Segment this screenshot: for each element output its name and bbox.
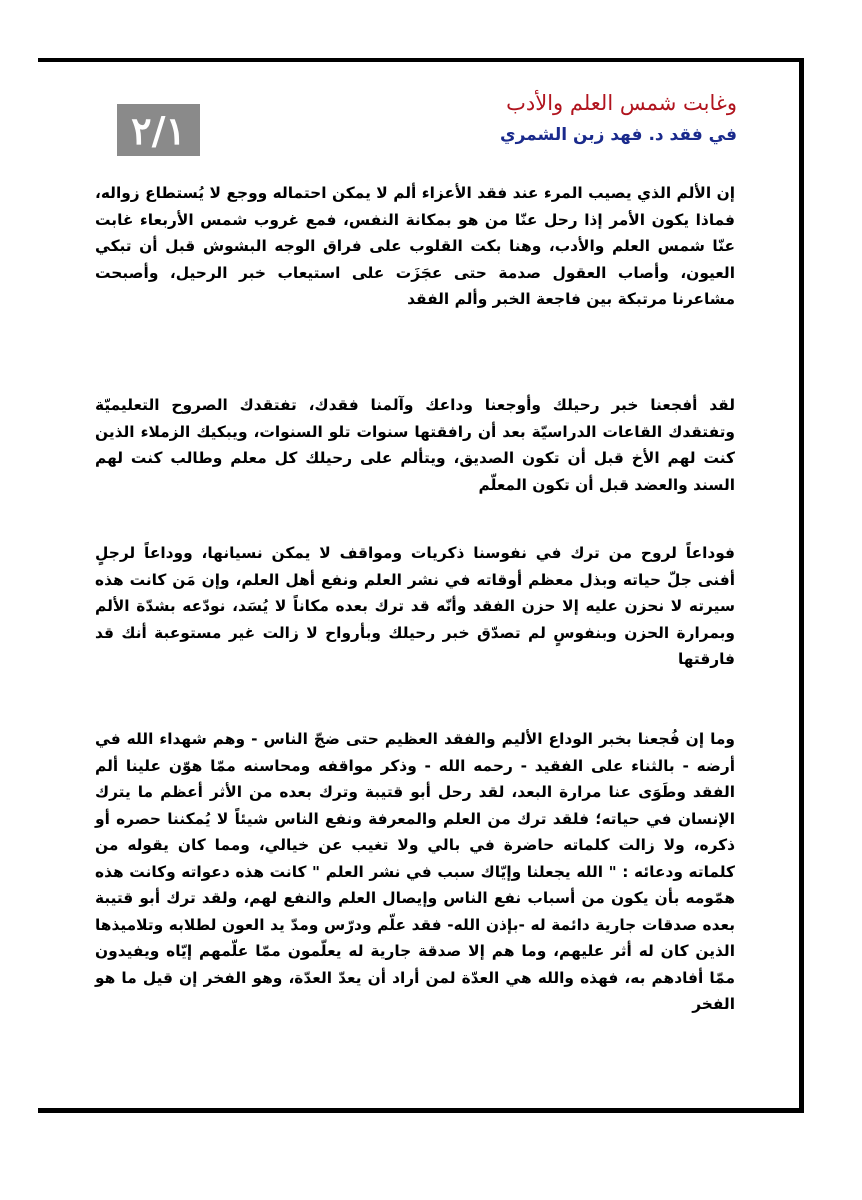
frame-border-right [799,58,804,1113]
page-number-badge: ٢/١ [117,104,200,156]
paragraph-4 [95,726,735,1018]
paragraph-text: إن الألم الذي يصيب المرء عند فقد الأعزاء ألم لا يمكن احتماله ووجع لا يُستطاع زواله، فماذا يكون الأمر إذا رحل عنّا من هو بمكانة النفس، فمع غروب شمس الأربعاء غابت عنّا شمس العلم والأدب، وهنا بكت القلوب على فراق الوجه البشوش قبل أن تبكي العيون، وأصاب العقول صدمة حتى عجَزَت على استيعاب خبر الرحيل، وأصبحت مشاعرنا مرتبكة بين فاجعة الخبر وألم الفقد [95,184,735,308]
paragraph-3 [95,540,735,673]
paragraph-1 [95,180,735,313]
article-title: وغابت شمس العلم والأدب [506,91,737,115]
frame-border-bottom [38,1108,804,1113]
paragraph-text: وما إن فُجعنا بخبر الوداع الأليم والفقد العظيم حتى ضجّ الناس - وهم شهداء الله في أرضه - بالثناء على الفقيد - رحمه الله - وذكر مواقفه ومحاسنه ممّا هوّن علينا ألم الفقد وطَوَى عنا مرارة البعد، لقد رحل أبو قتيبة وترك بعده من الأثر أعظم ما يترك الإنسان في حياته؛ فلقد ترك من العلم والمعرفة ونفع الناس شيئاً لا يُمكننا حصره أو ذكره، ولا زالت كلماته حاضرة في بالي ولا تغيب عن خيالي، ومما كان يقوله من كلماته ودعائه : " الله يجعلنا وإيّاك سبب في نشر العلم " كانت هذه دعواته وكانت هذه همّومه بأن يكون من أسباب نفع الناس وإيصال العلم والنفع لهم، ولقد ترك أبو قتيبة بعده صدقات جارية دائمة له -بإذن الله- فقد علّم ودرّس ومدّ يد العون لطلابه وتلاميذها الذين كان له أثر عليهم، وما هم إلا صدقة جارية له يعلّمون ممّا علّمهم إيّاه ويفيدون ممّا أفادهم به، فهذه والله هي العدّة لمن أراد أن يعدّ العدّة، وهو الفخر إن قيل ما هو الفخر [95,730,735,1013]
frame-border-top [38,58,804,62]
paragraph-text: فوداعاً لروح من ترك في نفوسنا ذكريات ومواقف لا يمكن نسيانها، ووداعاً لرجلٍ أفنى جلّ حياته وبذل معظم أوقاته في نشر العلم ونفع أهل العلم، وإن مَن كانت هذه سيرته لا نحزن عليه إلا حزن الفقد وأنّه قد ترك بعده مكاناً لا يُسَد، نودّعه بشدّة الألم وبمرارة الحزن وبنفوسٍ لم تصدّق خبر رحيلك وبأرواح لا زالت غير مستوعبة أنك قد فارقتها [95,544,735,668]
paragraph-text: لقد أفجعنا خبر رحيلك وأوجعنا وداعك وآلمنا فقدك، تفتقدك الصروح التعليميّة وتفتقدك القاعات الدراسيّة بعد أن رافقتها سنوات تلو السنوات، ويبكيك الزملاء الذين كنت لهم الأخ قبل أن تكون الصديق، ويتألم على رحيلك كل معلم وطالب كنت لهم السند والعضد قبل أن تكون المعلّم [95,396,735,494]
article-subtitle: في فقد د. فهد زبن الشمري [500,125,737,145]
paragraph-2 [95,392,735,498]
